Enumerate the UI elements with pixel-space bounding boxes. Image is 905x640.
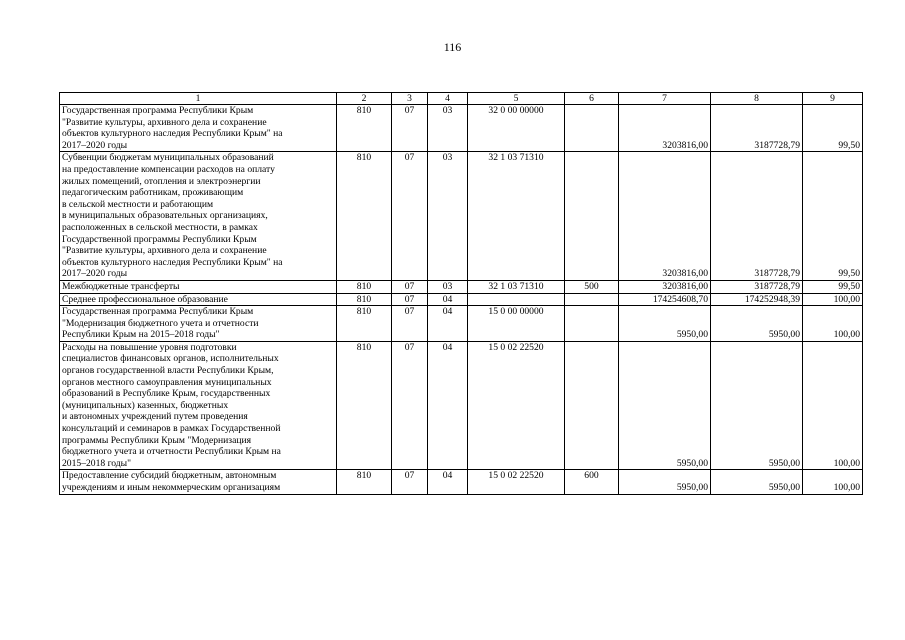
expense-type: 600 bbox=[565, 470, 619, 494]
section-code: 07 bbox=[392, 341, 428, 470]
table-row bbox=[60, 152, 863, 281]
row-name: Государственная программа Республики Крым "Модернизация бюджетного учета и отчетности Республики Крым на 2015–2018 годы" bbox=[60, 306, 337, 342]
section-code: 07 bbox=[392, 280, 428, 293]
table-row bbox=[60, 306, 863, 342]
row-name: Межбюджетные трансферты bbox=[60, 280, 337, 293]
executed-amount: 5950,00 bbox=[711, 470, 803, 494]
page-number: 116 bbox=[443, 40, 462, 54]
table-row bbox=[60, 293, 863, 306]
header-cell: 4 bbox=[428, 93, 468, 105]
target-article: 32 0 00 00000 bbox=[468, 105, 565, 152]
row-name: Предоставление субсидий бюджетным, автономным учреждениям и иным некоммерческим организациям bbox=[60, 470, 337, 494]
subsection-code: 04 bbox=[428, 306, 468, 342]
header-cell: 6 bbox=[565, 93, 619, 105]
row-name: Среднее профессиональное образование bbox=[60, 293, 337, 306]
target-article bbox=[468, 293, 565, 306]
executed-amount: 3187728,79 bbox=[711, 152, 803, 281]
executed-amount: 5950,00 bbox=[711, 306, 803, 342]
row-name: Субвенции бюджетам муниципальных образований на предоставление компенсации расходов на оплату жилых помещений, отопления и электроэнергии педагогическим работникам, проживающим в сельской местности и работающим в муниципальных образовательных организациях, расположенных в сельской местности, в рамках Государственной программы Республики Крым "Развитие культуры, архивного дела и сохранение объектов культурного наследия Республики Крым" на 2017–2020 годы bbox=[60, 152, 337, 281]
executed-amount: 5950,00 bbox=[711, 341, 803, 470]
budget-table bbox=[59, 92, 863, 495]
expense-type bbox=[565, 341, 619, 470]
target-article: 32 1 03 71310 bbox=[468, 280, 565, 293]
subsection-code: 04 bbox=[428, 293, 468, 306]
header-cell: 9 bbox=[803, 93, 863, 105]
row-name: Расходы на повышение уровня подготовки специалистов финансовых органов, исполнительных органов государственной власти Республики Крым, органов местного самоуправления муниципальных образований в Республике Крым, государственных (муниципальных) казенных, бюджетных и автономных учреждений путем проведения консультаций и семинаров в рамках Государственной программы Республики Крым "Модернизация бюджетного учета и отчетности Республики Крым на 2015–2018 годы" bbox=[60, 341, 337, 470]
execution-percent: 99,50 bbox=[803, 280, 863, 293]
header-cell: 5 bbox=[468, 93, 565, 105]
expense-type bbox=[565, 152, 619, 281]
header-cell: 7 bbox=[619, 93, 711, 105]
planned-amount: 3203816,00 bbox=[619, 152, 711, 281]
execution-percent: 99,50 bbox=[803, 105, 863, 152]
ministry-code: 810 bbox=[337, 293, 392, 306]
executed-amount: 3187728,79 bbox=[711, 105, 803, 152]
ministry-code: 810 bbox=[337, 306, 392, 342]
section-code: 07 bbox=[392, 152, 428, 281]
ministry-code: 810 bbox=[337, 470, 392, 494]
table-row bbox=[60, 341, 863, 470]
header-cell: 3 bbox=[392, 93, 428, 105]
expense-type bbox=[565, 306, 619, 342]
subsection-code: 04 bbox=[428, 341, 468, 470]
planned-amount: 3203816,00 bbox=[619, 105, 711, 152]
ministry-code: 810 bbox=[337, 280, 392, 293]
planned-amount: 5950,00 bbox=[619, 470, 711, 494]
section-code: 07 bbox=[392, 105, 428, 152]
expense-type bbox=[565, 293, 619, 306]
execution-percent: 100,00 bbox=[803, 341, 863, 470]
planned-amount: 5950,00 bbox=[619, 341, 711, 470]
section-code: 07 bbox=[392, 470, 428, 494]
table-header-row bbox=[60, 93, 863, 105]
execution-percent: 100,00 bbox=[803, 470, 863, 494]
header-cell: 8 bbox=[711, 93, 803, 105]
ministry-code: 810 bbox=[337, 152, 392, 281]
target-article: 15 0 02 22520 bbox=[468, 341, 565, 470]
target-article: 32 1 03 71310 bbox=[468, 152, 565, 281]
table-row bbox=[60, 280, 863, 293]
subsection-code: 04 bbox=[428, 470, 468, 494]
execution-percent: 100,00 bbox=[803, 293, 863, 306]
execution-percent: 99,50 bbox=[803, 152, 863, 281]
ministry-code: 810 bbox=[337, 341, 392, 470]
planned-amount: 174254608,70 bbox=[619, 293, 711, 306]
section-code: 07 bbox=[392, 293, 428, 306]
subsection-code: 03 bbox=[428, 152, 468, 281]
row-name: Государственная программа Республики Крым "Развитие культуры, архивного дела и сохранение объектов культурного наследия Республики Крым" на 2017–2020 годы bbox=[60, 105, 337, 152]
execution-percent: 100,00 bbox=[803, 306, 863, 342]
table-row bbox=[60, 470, 863, 494]
planned-amount: 5950,00 bbox=[619, 306, 711, 342]
executed-amount: 3187728,79 bbox=[711, 280, 803, 293]
expense-type: 500 bbox=[565, 280, 619, 293]
table-row bbox=[60, 105, 863, 152]
expense-type bbox=[565, 105, 619, 152]
executed-amount: 174252948,39 bbox=[711, 293, 803, 306]
header-cell: 2 bbox=[337, 93, 392, 105]
target-article: 15 0 02 22520 bbox=[468, 470, 565, 494]
ministry-code: 810 bbox=[337, 105, 392, 152]
section-code: 07 bbox=[392, 306, 428, 342]
subsection-code: 03 bbox=[428, 105, 468, 152]
target-article: 15 0 00 00000 bbox=[468, 306, 565, 342]
header-cell: 1 bbox=[60, 93, 337, 105]
subsection-code: 03 bbox=[428, 280, 468, 293]
planned-amount: 3203816,00 bbox=[619, 280, 711, 293]
